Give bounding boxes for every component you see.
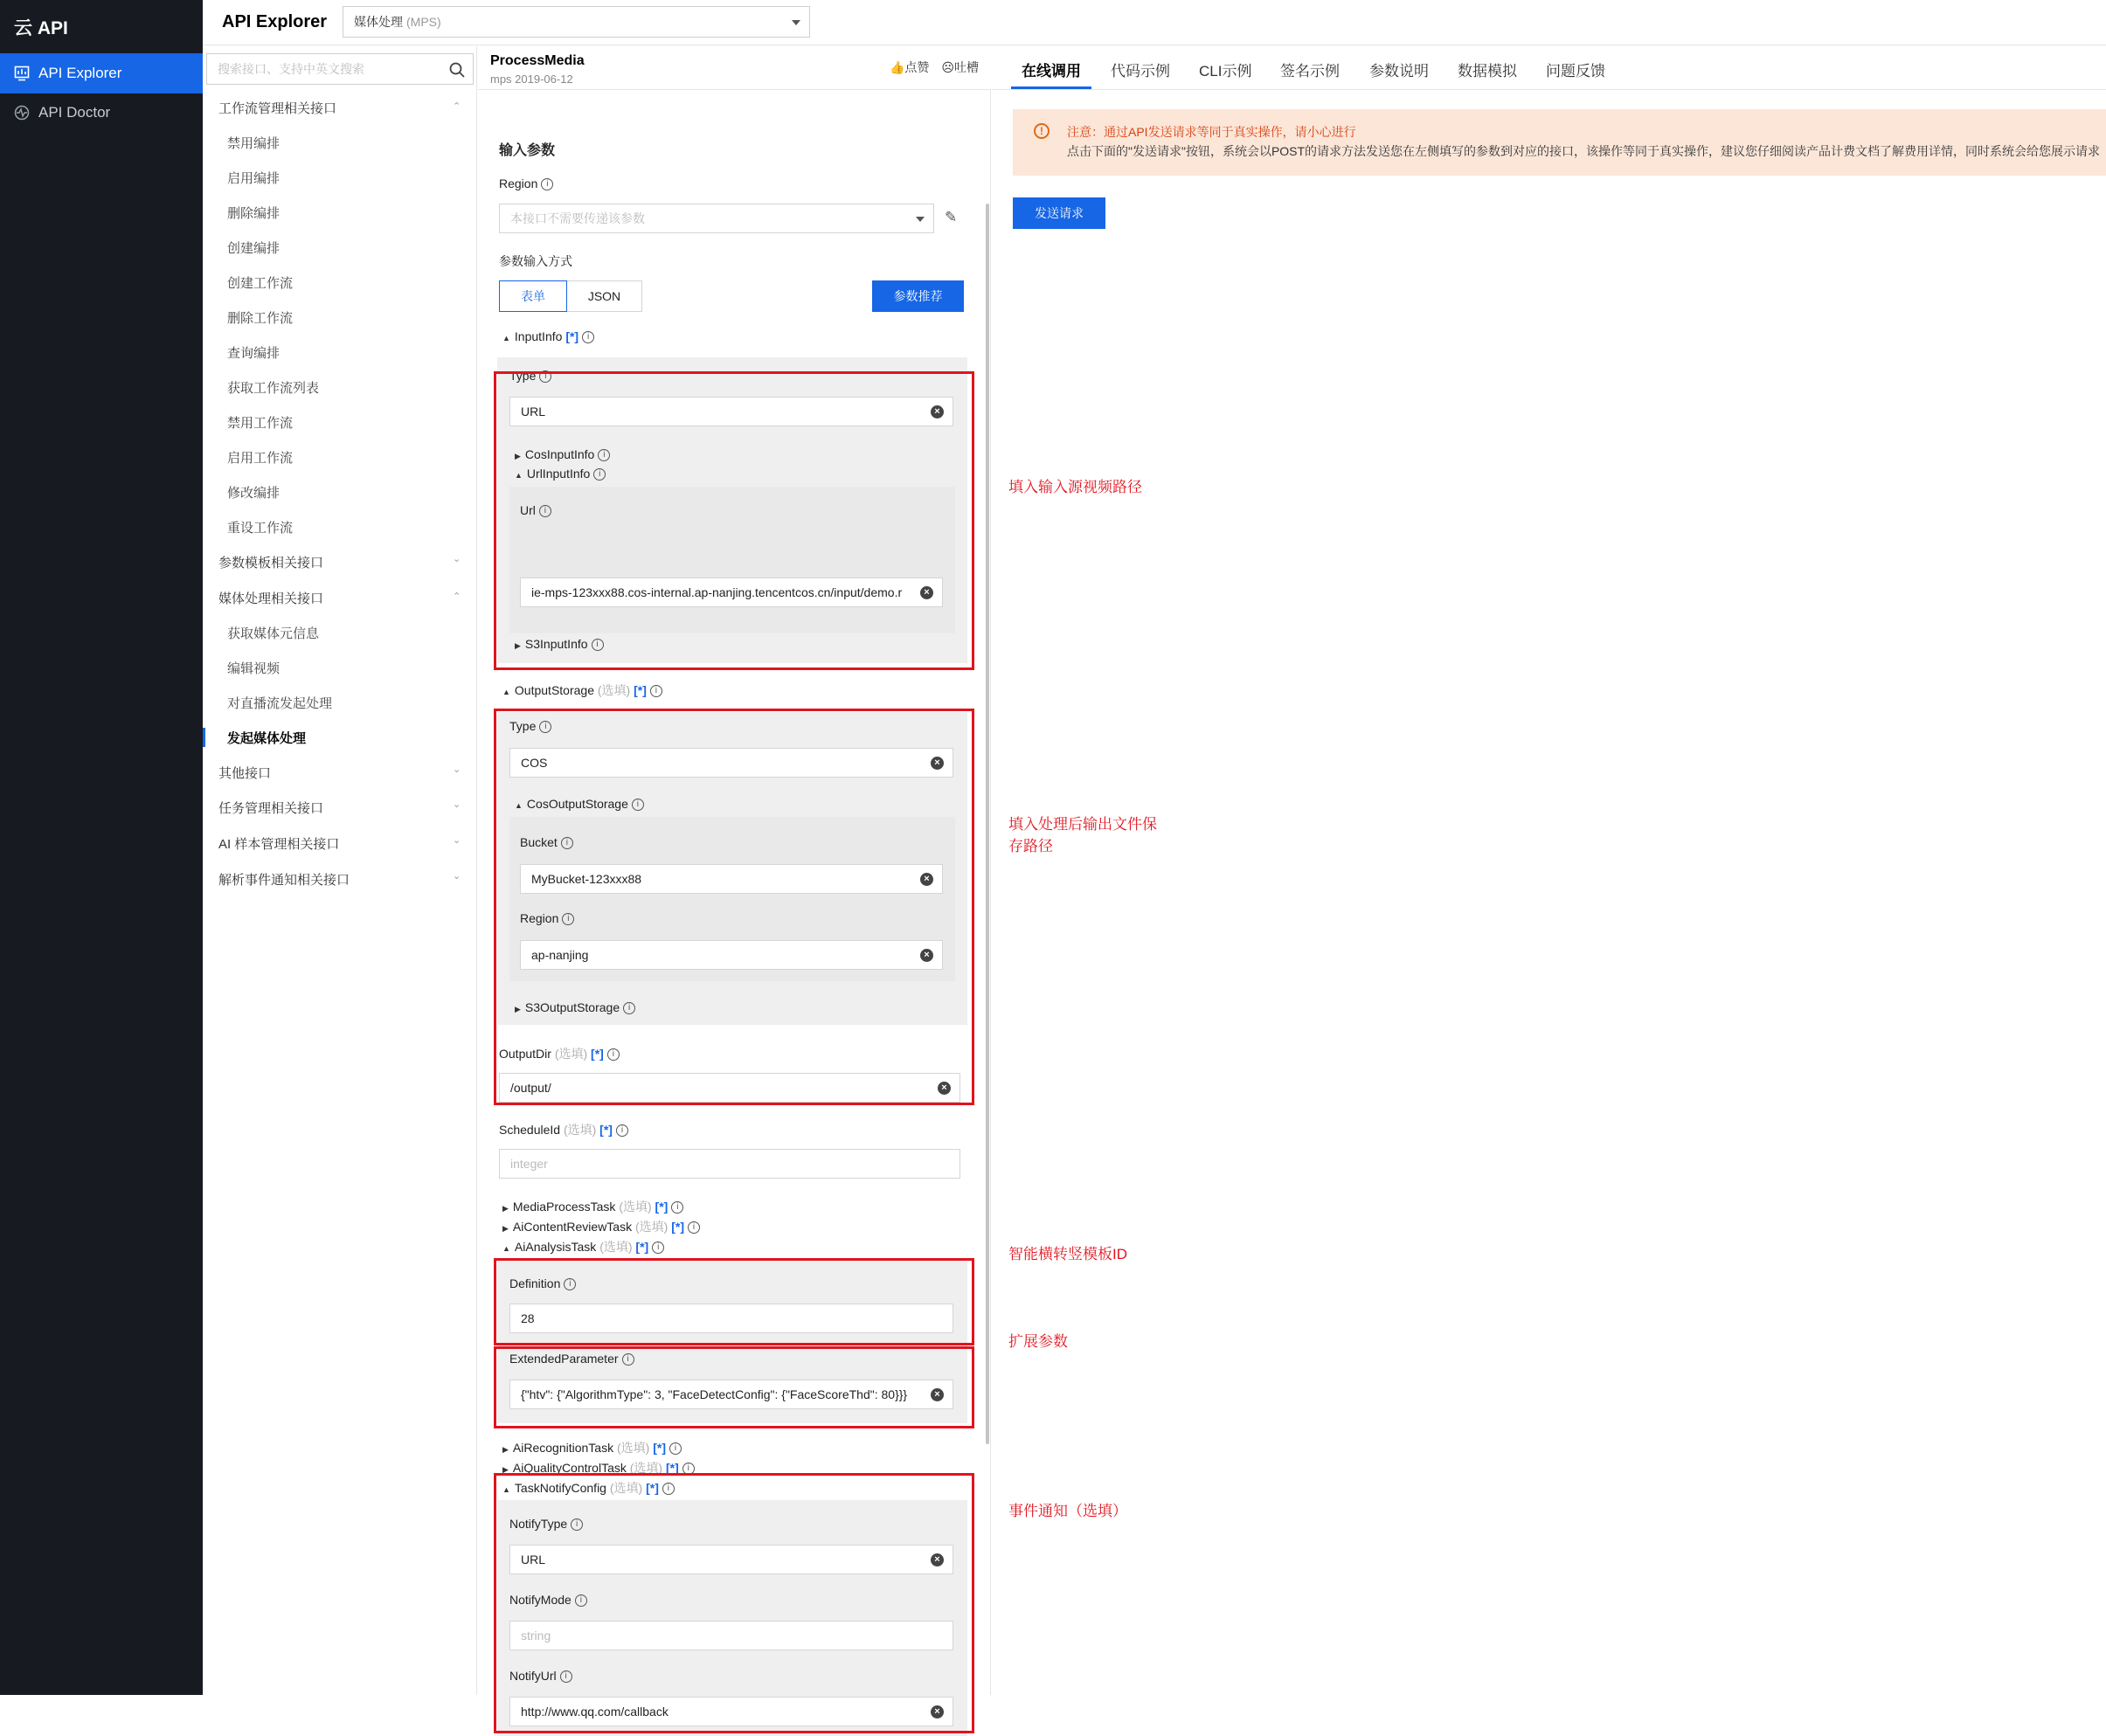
sidebar-item[interactable]: 获取媒体元信息 [227, 626, 320, 641]
info-icon[interactable]: i [650, 685, 662, 697]
product-select[interactable] [343, 6, 810, 38]
clear-icon[interactable]: × [931, 757, 944, 770]
sidebar-item[interactable]: 创建编排 [227, 241, 281, 256]
tab-code-sample[interactable]: 代码示例 [1111, 63, 1170, 80]
chevron-down-icon [916, 217, 925, 222]
label-text: S3OutputStorage [524, 1000, 620, 1014]
tab-bar [992, 46, 2106, 90]
chevron-down-icon[interactable]: ⌄ [453, 835, 461, 846]
like-button[interactable]: 👍点赞 [889, 60, 930, 74]
optional-mark: (选填) [599, 1240, 633, 1254]
explorer-icon [14, 66, 30, 81]
chevron-down-icon[interactable]: ⌄ [453, 799, 461, 810]
optional-mark: (选填) [609, 1481, 643, 1495]
info-icon[interactable]: i [671, 1201, 683, 1214]
required-mark: [*] [565, 329, 579, 343]
label-text: Url [520, 503, 536, 517]
info-icon[interactable]: i [582, 331, 594, 343]
collapse-icon: ▲ [502, 334, 510, 342]
info-icon[interactable]: i [652, 1241, 664, 1254]
info-icon[interactable]: i [592, 639, 604, 651]
section-title: 输入参数 [499, 143, 556, 158]
clear-icon[interactable]: × [920, 949, 933, 962]
label-text: ScheduleId [499, 1123, 561, 1137]
optional-mark: (选填) [597, 683, 631, 697]
label-text: AiQualityControlTask [512, 1461, 627, 1475]
required-mark: [*] [646, 1481, 659, 1495]
label-text: AiRecognitionTask [512, 1441, 614, 1455]
field-value: {"htv": {"AlgorithmType": 3, "FaceDetectConfig": {"FaceScoreThd": 80}}} [521, 1387, 908, 1401]
collapse-icon: ▲ [502, 1244, 510, 1253]
sidebar-item[interactable]: 删除编排 [227, 206, 281, 221]
like-label: 点赞 [904, 60, 930, 74]
info-icon[interactable]: i [598, 449, 610, 461]
chevron-down-icon[interactable]: ⌄ [453, 871, 461, 882]
collapse-icon: ▲ [515, 801, 523, 810]
label-text: S3InputInfo [524, 637, 588, 651]
info-icon[interactable]: i [622, 1353, 634, 1366]
collapse-icon: ▲ [515, 471, 523, 480]
expand-icon: ▶ [502, 1445, 509, 1454]
info-icon[interactable]: i [662, 1483, 675, 1495]
field-value: http://www.qq.com/callback [521, 1705, 669, 1719]
info-icon[interactable]: i [682, 1463, 695, 1475]
required-mark: [*] [665, 1461, 679, 1475]
info-icon[interactable]: i [571, 1518, 583, 1531]
info-icon[interactable]: i [564, 1278, 576, 1290]
group-tasks[interactable]: 任务管理相关接口 [218, 801, 324, 816]
sidebar-item[interactable]: 删除工作流 [227, 311, 294, 326]
api-name: ProcessMedia [490, 53, 585, 68]
field-value: MyBucket-123xxx88 [531, 872, 642, 886]
global-nav [0, 0, 203, 1695]
annotation-notify: 事件通知（选填） [1008, 1503, 1127, 1519]
group-other[interactable]: 其他接口 [218, 766, 272, 781]
info-icon[interactable]: i [539, 721, 551, 733]
clear-icon[interactable]: × [931, 1553, 944, 1567]
group-events[interactable]: 解析事件通知相关接口 [218, 873, 350, 888]
info-icon[interactable]: i [607, 1048, 620, 1061]
expand-icon: ▶ [502, 1224, 509, 1233]
mode-json-button[interactable]: JSON [567, 280, 642, 312]
annotation-output-path: 填入处理后输出文件保 [1008, 816, 1157, 833]
expand-icon: ▶ [515, 452, 521, 460]
sidebar-item[interactable]: 启用编排 [227, 171, 281, 186]
top-header [203, 0, 2106, 45]
chevron-down-icon[interactable]: ⌄ [453, 554, 461, 564]
annotation-box-notify [494, 1473, 974, 1733]
sidebar-item[interactable]: 获取工作流列表 [227, 381, 320, 396]
recommend-button[interactable]: 参数推荐 [872, 280, 964, 312]
group-templates[interactable]: 参数模板相关接口 [218, 556, 324, 571]
ai-content-review-task-label[interactable] [502, 1218, 700, 1235]
api-version: mps 2019-06-12 [490, 73, 573, 86]
group-media[interactable]: 媒体处理相关接口 [218, 591, 324, 606]
label-text: InputInfo [514, 329, 563, 343]
label-text: Region [499, 176, 538, 190]
label-text: OutputStorage [514, 683, 594, 697]
form-scrollbar[interactable] [986, 204, 989, 1444]
group-workflow[interactable]: 工作流管理相关接口 [218, 101, 337, 116]
tab-data-mock[interactable]: 数据模拟 [1458, 63, 1517, 80]
warning-notice [1013, 109, 2106, 176]
region-select[interactable] [499, 204, 934, 233]
field-value: /output/ [510, 1081, 551, 1095]
required-mark: [*] [591, 1047, 604, 1061]
label-text: ExtendedParameter [509, 1352, 619, 1366]
annotation-output-path-cont: 存路径 [1008, 838, 1053, 854]
clear-icon[interactable]: × [931, 1705, 944, 1719]
placeholder-text: integer [510, 1157, 548, 1171]
label-text: CosOutputStorage [526, 797, 628, 811]
input-mode-label: 参数输入方式 [499, 254, 572, 268]
placeholder-text: string [521, 1629, 551, 1643]
expand-icon: ▶ [502, 1465, 509, 1474]
label-text: AiAnalysisTask [514, 1240, 597, 1254]
optional-mark: (选填) [563, 1123, 597, 1137]
label-text: CosInputInfo [524, 447, 595, 461]
page-title: API Explorer [222, 12, 328, 31]
label-text: MediaProcessTask [512, 1200, 616, 1214]
field-value: COS [521, 756, 548, 770]
clear-icon[interactable]: × [938, 1082, 951, 1095]
label-text: Region [520, 911, 559, 925]
info-icon[interactable]: i [541, 178, 553, 190]
label-text: NotifyType [509, 1517, 568, 1531]
field-value: ap-nanjing [531, 948, 589, 962]
brand-logo[interactable]: 云 API [14, 18, 68, 38]
sidebar-item-process-media[interactable]: 发起媒体处理 [227, 731, 307, 746]
api-header [478, 46, 991, 90]
expand-icon: ▶ [502, 1204, 509, 1213]
sidebar-item[interactable]: 查询编排 [227, 346, 281, 361]
chevron-down-icon [792, 20, 800, 25]
region-label [499, 176, 553, 190]
field-value: ie-mps-123xxx88.cos-internal.ap-nanjing.tencentcos.cn/input/demo.r [531, 585, 903, 599]
search-placeholder: 搜索接口、支持中英文搜索 [218, 62, 364, 76]
optional-mark: (选填) [616, 1441, 650, 1455]
nav-label: API Doctor [38, 104, 111, 121]
annotation-input-path: 填入输入源视频路径 [1008, 479, 1142, 495]
info-icon[interactable]: i [623, 1002, 635, 1014]
required-mark: [*] [635, 1240, 649, 1254]
collapse-icon: ▲ [502, 688, 510, 696]
selected-indicator [203, 728, 205, 747]
doctor-icon [14, 105, 30, 121]
param-form-panel [478, 46, 991, 1719]
label-text: Bucket [520, 835, 558, 849]
info-icon[interactable]: i [561, 837, 573, 849]
search-icon[interactable] [448, 61, 466, 79]
send-request-button[interactable]: 发送请求 [1013, 197, 1105, 229]
notice-body: 点击下面的"发送请求"按钮，系统会以POST的请求方法发送您在左侧填写的参数到对应的接口，该操作等同于真实操作，建议您仔细阅读产品计费文档了解费用详情，同时系统会给您展示请求 [1067, 144, 2101, 158]
tab-signature-sample[interactable]: 签名示例 [1280, 63, 1340, 80]
chevron-up-icon[interactable]: ⌃ [453, 101, 461, 112]
schedule-id-label [499, 1121, 628, 1138]
annotation-extended-param: 扩展参数 [1008, 1333, 1068, 1350]
info-icon[interactable]: i [539, 370, 551, 383]
annotation-template-id: 智能横转竖模板ID [1008, 1246, 1127, 1262]
product-code: (MPS) [406, 15, 441, 29]
expand-icon: ▶ [515, 641, 521, 650]
annotation-box-extended [494, 1346, 974, 1428]
input-info-label[interactable] [502, 329, 594, 343]
sidebar-item[interactable]: 重设工作流 [227, 521, 294, 536]
required-mark: [*] [655, 1200, 669, 1214]
sidebar-item[interactable]: 编辑视频 [227, 661, 281, 676]
clear-icon[interactable]: × [920, 586, 933, 599]
nav-label: API Explorer [38, 65, 122, 81]
mode-form-button[interactable]: 表单 [499, 280, 567, 312]
expand-icon: ▶ [515, 1005, 521, 1013]
schedule-id-field[interactable] [499, 1149, 960, 1179]
clear-icon[interactable]: × [920, 873, 933, 886]
field-value: URL [521, 1553, 546, 1567]
api-sidebar [203, 46, 477, 1695]
notice-title: 注意：通过API发送请求等同于真实操作，请小心进行 [1067, 125, 1356, 139]
tab-feedback[interactable]: 问题反馈 [1546, 63, 1605, 80]
sidebar-item[interactable]: 禁用工作流 [227, 416, 294, 431]
info-icon[interactable]: i [616, 1124, 628, 1137]
sidebar-item[interactable]: 创建工作流 [227, 276, 294, 291]
active-tab-indicator [1011, 86, 1091, 89]
tab-online-call[interactable]: 在线调用 [1022, 63, 1081, 80]
info-icon[interactable]: i [688, 1221, 700, 1234]
nav-item-api-doctor[interactable] [0, 93, 203, 133]
label-text: Definition [509, 1276, 561, 1290]
required-mark: [*] [599, 1123, 613, 1137]
info-icon[interactable]: i [562, 913, 574, 925]
chevron-down-icon[interactable]: ⌄ [453, 764, 461, 775]
output-storage-label[interactable] [502, 681, 662, 699]
api-search-input[interactable] [206, 53, 474, 85]
media-process-task-label[interactable] [502, 1198, 683, 1215]
annotation-box-output [494, 709, 974, 1105]
warning-icon: ! [1034, 123, 1050, 139]
field-value: URL [521, 405, 546, 418]
field-value: 28 [521, 1311, 535, 1325]
clear-icon[interactable]: × [931, 1388, 944, 1401]
clear-icon[interactable]: × [931, 405, 944, 418]
sidebar-item[interactable]: 启用工作流 [227, 451, 294, 466]
ai-analysis-task-label[interactable] [502, 1238, 664, 1255]
collapse-icon: ▲ [502, 1485, 510, 1494]
product-name: 媒体处理 [354, 15, 403, 29]
info-icon[interactable]: i [575, 1594, 587, 1607]
tab-param-docs[interactable]: 参数说明 [1369, 63, 1429, 80]
info-icon[interactable]: i [539, 505, 551, 517]
complain-label: 吐槽 [954, 60, 979, 74]
info-icon[interactable]: i [593, 468, 606, 481]
label-text: UrlInputInfo [526, 467, 591, 481]
info-icon[interactable]: i [560, 1670, 572, 1683]
required-mark: [*] [653, 1441, 666, 1455]
label-text: OutputDir [499, 1047, 551, 1061]
annotation-box-input [494, 371, 974, 670]
optional-mark: (选填) [629, 1461, 663, 1475]
optional-mark: (选填) [619, 1200, 652, 1214]
optional-mark: (选填) [554, 1047, 588, 1061]
info-icon[interactable]: i [632, 799, 644, 811]
feedback-links [890, 59, 979, 76]
edit-icon[interactable]: ✎ [945, 209, 958, 225]
label-text: NotifyMode [509, 1593, 572, 1607]
placeholder-text: 本接口不需要传递该参数 [510, 211, 645, 225]
ai-recognition-task-label[interactable] [502, 1439, 682, 1456]
required-mark: [*] [634, 683, 647, 697]
group-ai-samples[interactable]: AI 样本管理相关接口 [218, 837, 340, 852]
nav-item-api-explorer[interactable] [0, 53, 203, 93]
online-call-panel [992, 46, 2106, 1695]
complain-button[interactable]: ☹吐槽 [941, 60, 979, 74]
optional-mark: (选填) [634, 1220, 669, 1234]
label-text: AiContentReviewTask [512, 1220, 633, 1234]
sidebar-item[interactable]: 对直播流发起处理 [227, 696, 333, 711]
tab-cli-sample[interactable]: CLI示例 [1199, 63, 1252, 80]
required-mark: [*] [671, 1220, 684, 1234]
label-text: TaskNotifyConfig [514, 1481, 606, 1495]
label-text: NotifyUrl [509, 1669, 557, 1683]
chevron-up-icon[interactable]: ⌃ [453, 591, 461, 602]
info-icon[interactable]: i [669, 1442, 682, 1455]
sidebar-item[interactable]: 修改编排 [227, 486, 281, 501]
annotation-box-definition [494, 1258, 974, 1345]
label-text: Type [509, 369, 537, 383]
label-text: Type [509, 719, 537, 733]
sidebar-item[interactable]: 禁用编排 [227, 136, 281, 151]
